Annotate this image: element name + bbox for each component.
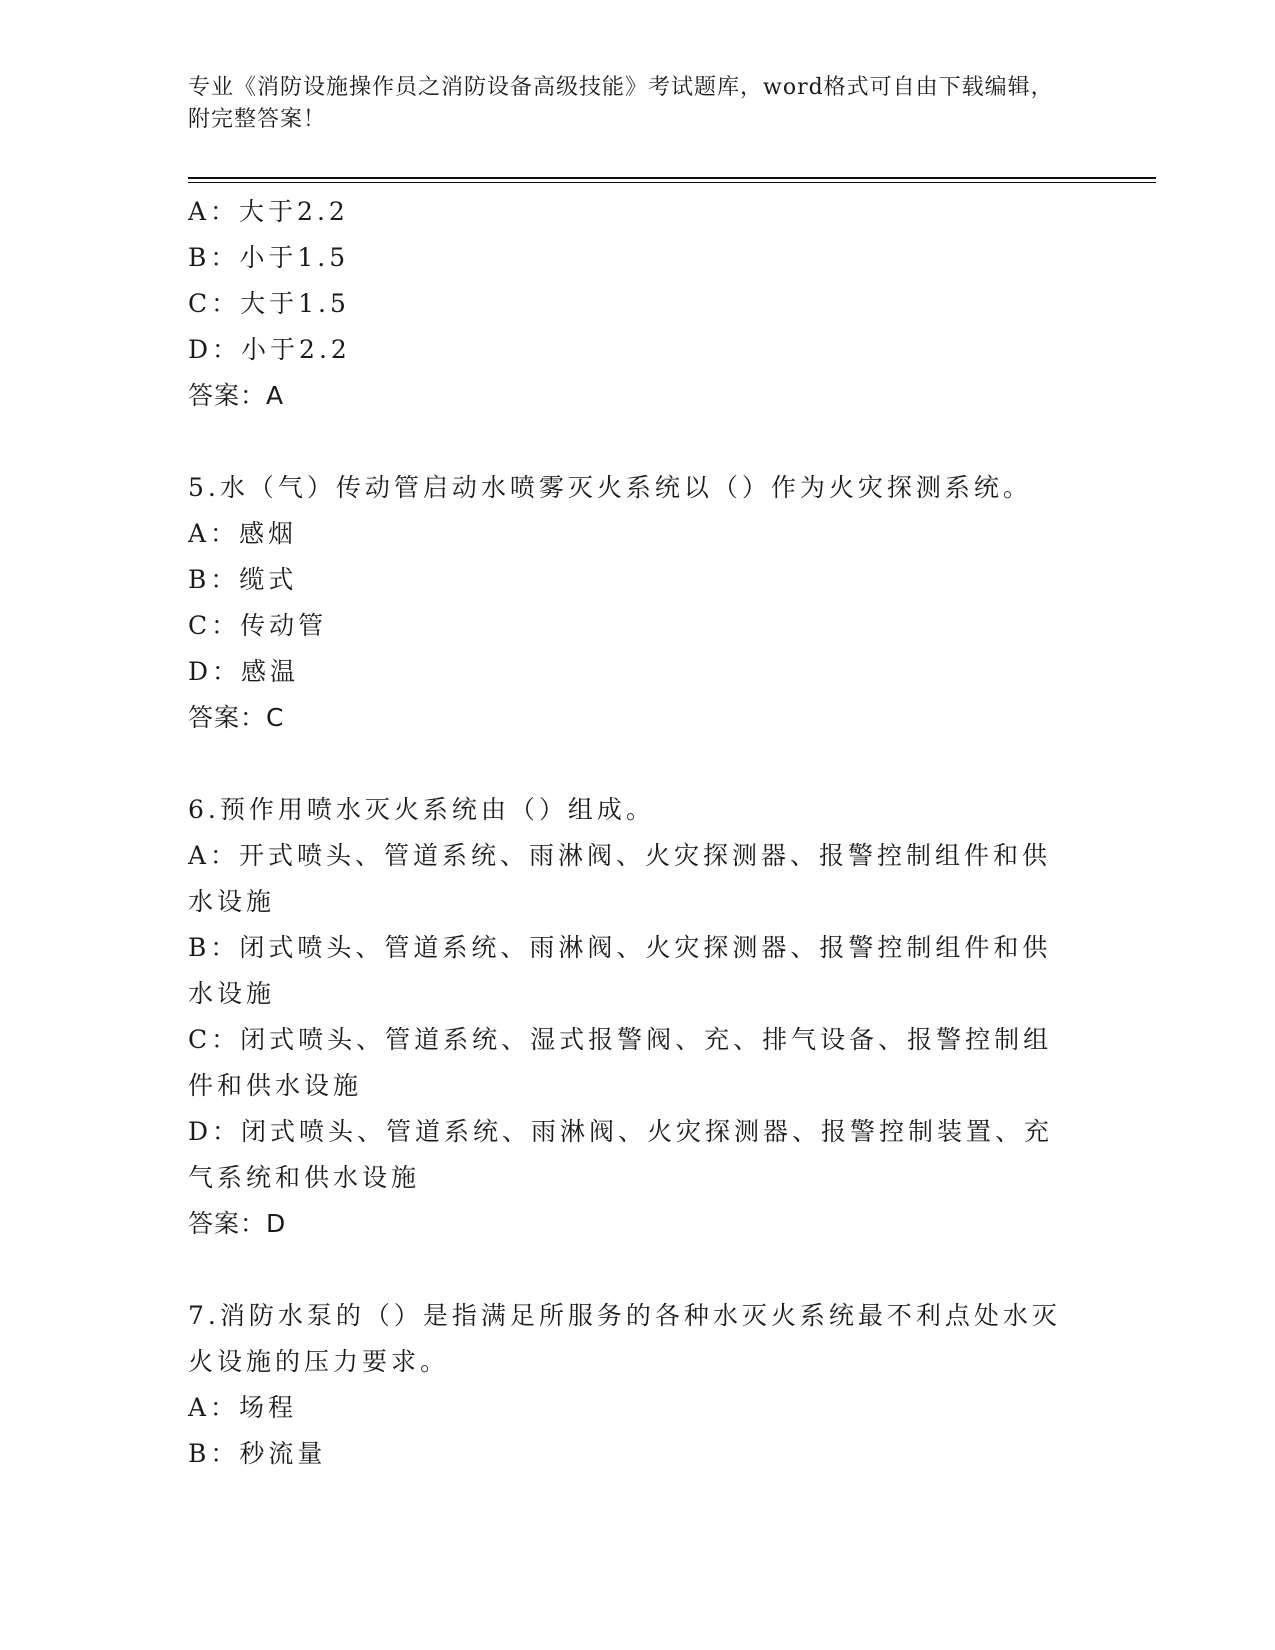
question-6 (188, 787, 1078, 1247)
option-a: A：感烟 (188, 519, 298, 548)
option-c: C：大于1.5 (188, 289, 350, 318)
question-content (188, 189, 1078, 1477)
option-c: C：传动管 (188, 611, 328, 640)
question-5 (188, 465, 1078, 741)
answer-line: 答案：D (188, 1209, 287, 1238)
question-stem: 5.水（气）传动管启动水喷雾灭火系统以（）作为火灾探测系统。 (188, 473, 1032, 502)
spacer (188, 1247, 1078, 1293)
question-stem: 7.消防水泵的（）是指满足所服务的各种水灭火系统最不利点处水灭火设施的压力要求。 (188, 1301, 1061, 1376)
option-d: D：感温 (188, 657, 300, 686)
answer-line: 答案：C (188, 703, 285, 732)
spacer (188, 741, 1078, 787)
spacer (188, 419, 1078, 465)
option-d: D：小于2.2 (188, 335, 351, 364)
option-a: A：大于2.2 (188, 197, 349, 226)
option-a: A：开式喷头、管道系统、雨淋阀、火灾探测器、报警控制组件和供水设施 (188, 841, 1052, 916)
header-divider-thick (188, 177, 1156, 179)
question-7 (188, 1293, 1078, 1477)
answer-line: 答案：A (188, 381, 285, 410)
option-b: B：闭式喷头、管道系统、雨淋阀、火灾探测器、报警控制组件和供水设施 (188, 933, 1052, 1008)
header-divider-thin (188, 182, 1156, 183)
option-c: C：闭式喷头、管道系统、湿式报警阀、充、排气设备、报警控制组件和供水设施 (188, 1025, 1053, 1100)
option-d: D：闭式喷头、管道系统、雨淋阀、火灾探测器、报警控制装置、充气系统和供水设施 (188, 1117, 1054, 1192)
question-stem: 6.预作用喷水灭火系统由（）组成。 (188, 795, 655, 824)
question-4-tail (188, 189, 1078, 419)
option-a: A：场程 (188, 1393, 298, 1422)
document-header: 专业《消防设施操作员之消防设备高级技能》考试题库，word格式可自由下载编辑，附完整答案！ (188, 75, 1054, 132)
option-b: B：小于1.5 (188, 243, 350, 272)
option-b: B：秒流量 (188, 1439, 327, 1468)
option-b: B：缆式 (188, 565, 298, 594)
